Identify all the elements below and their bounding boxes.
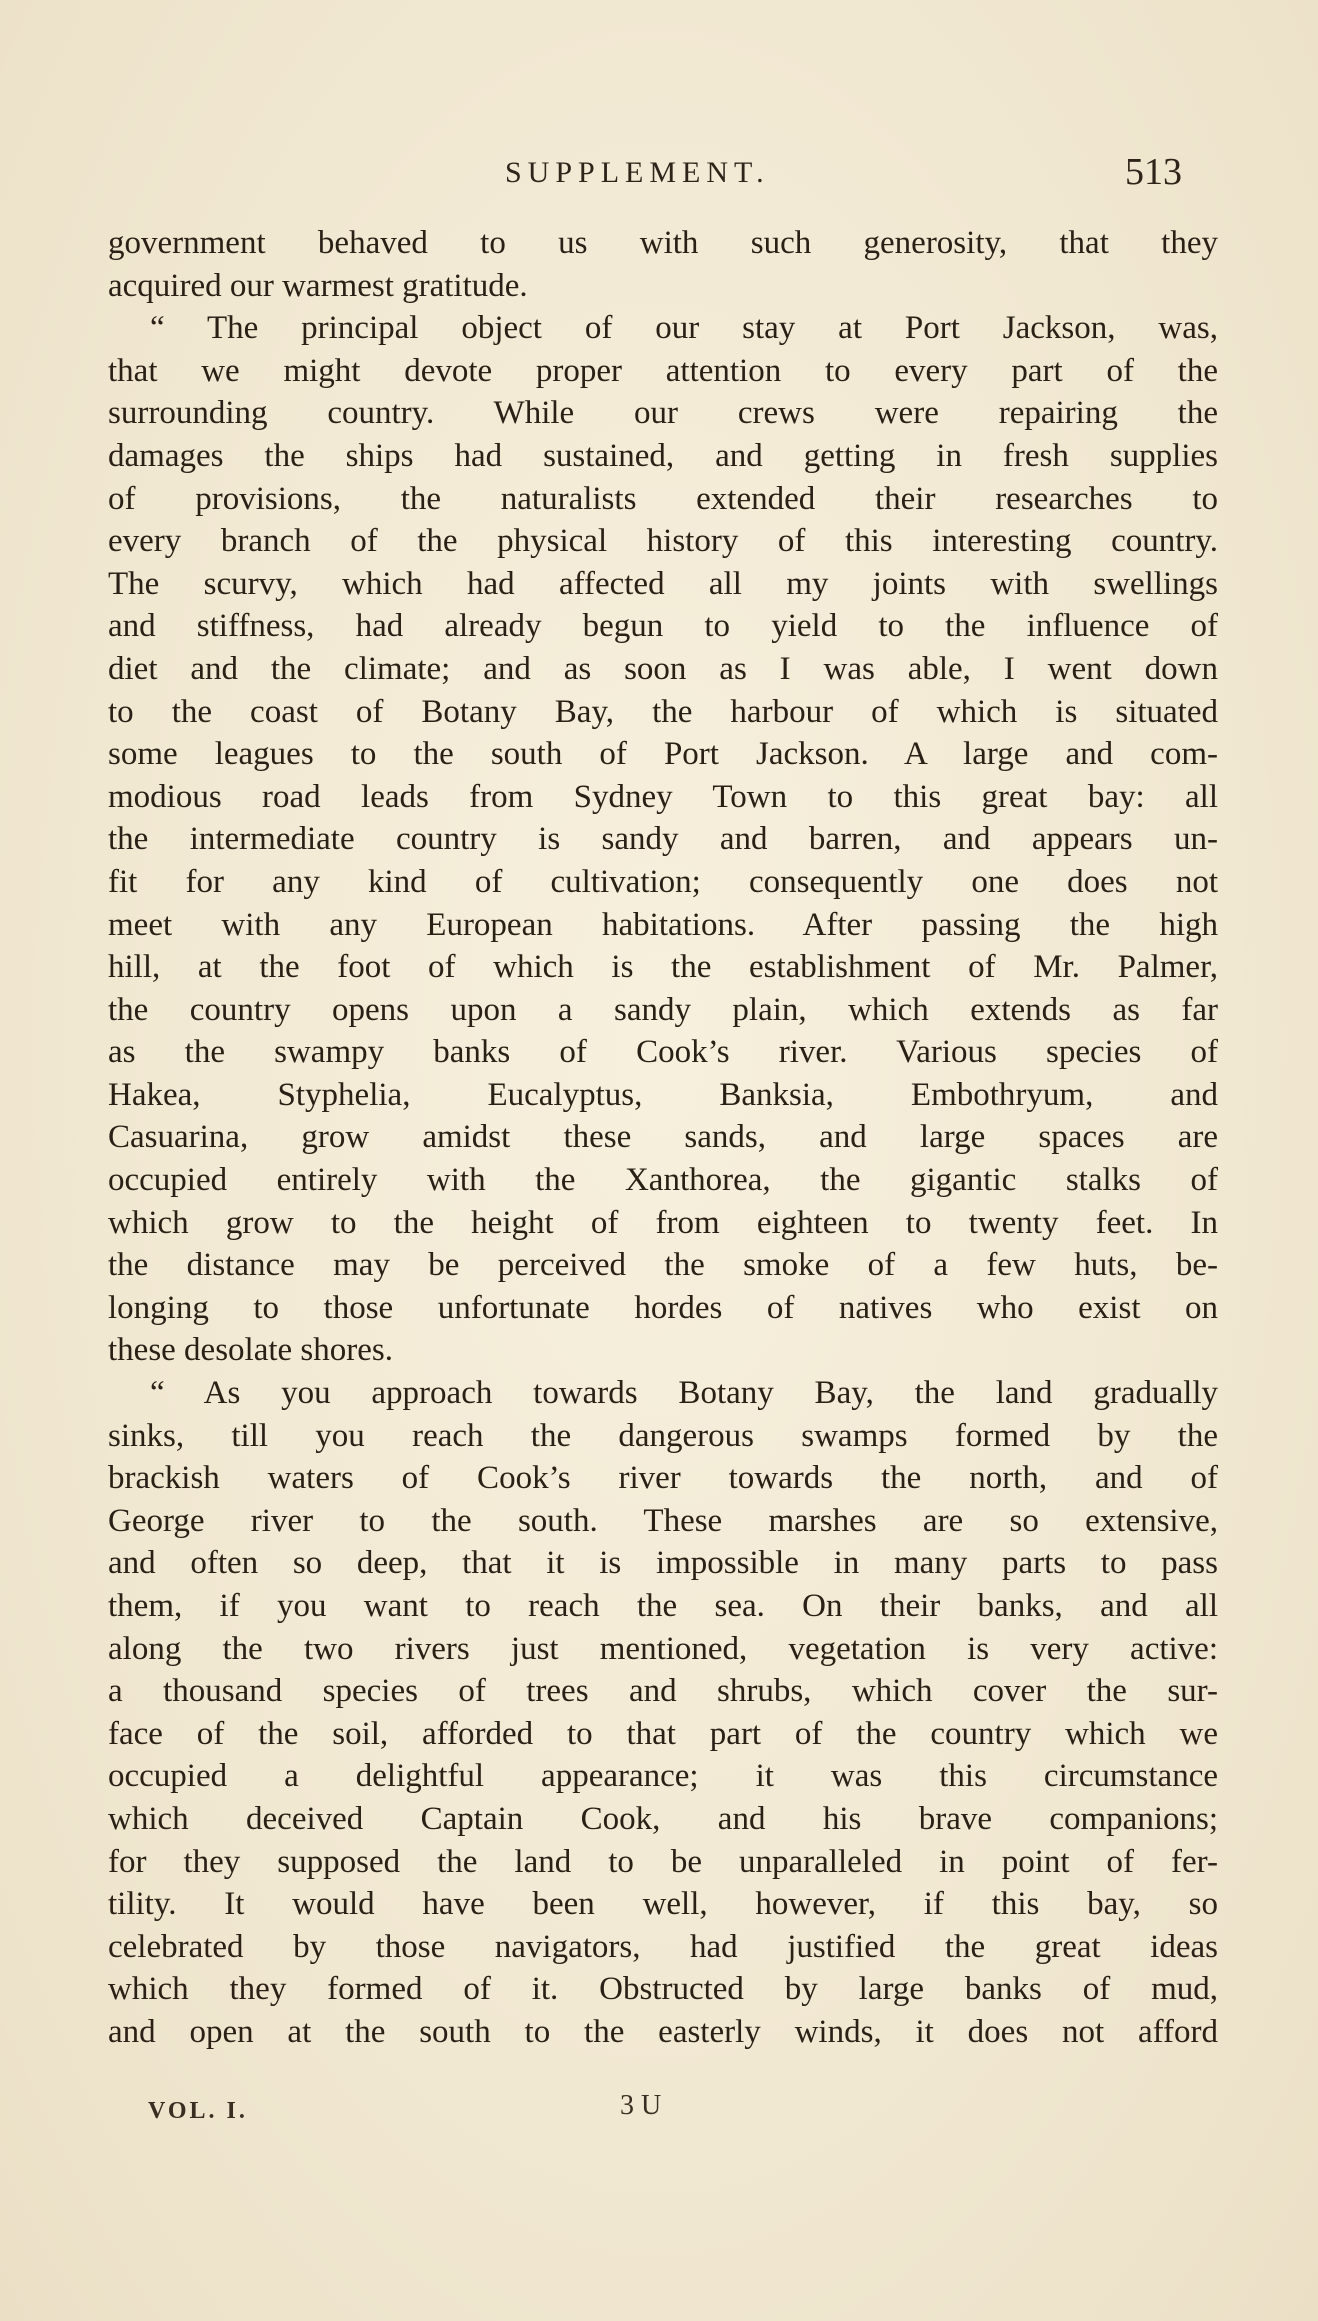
text-line: government behaved to us with such generosity, that they	[108, 225, 1218, 261]
text-line: fit for any kind of cultivation; consequently one does not	[108, 863, 1218, 900]
volume-signature-mark: VOL. I.	[148, 2098, 248, 2124]
text-line: “ As you approach towards Botany Bay, the land gradually	[150, 1375, 1218, 1412]
text-line: that we might devote proper attention to every part of the	[108, 352, 1218, 389]
text-line: them, if you want to reach the sea. On their banks, and all	[108, 1588, 1218, 1624]
page-number: 513	[1125, 151, 1182, 193]
text-line: along the two rivers just mentioned, vegetation is very active:	[108, 1630, 1218, 1667]
body-text	[108, 222, 1218, 2054]
text-line: Hakea, Styphelia, Eucalyptus, Banksia, Embothryum, and	[108, 1076, 1218, 1113]
text-line: The scurvy, which had affected all my joints with swellings	[108, 565, 1218, 602]
text-line: occupied entirely with the Xanthorea, the gigantic stalks of	[108, 1162, 1218, 1199]
text-line: and often so deep, that it is impossible in many parts to pass	[108, 1545, 1218, 1582]
text-line: longing to those unfortunate hordes of natives who exist on	[108, 1289, 1218, 1326]
text-line: a thousand species of trees and shrubs, which cover the sur-	[108, 1673, 1218, 1710]
text-line: surrounding country. While our crews were repairing the	[108, 395, 1218, 432]
text-line: which they formed of it. Obstructed by large banks of mud,	[108, 1971, 1218, 2008]
text-line: celebrated by those navigators, had justified the great ideas	[108, 1928, 1218, 1965]
running-title: SUPPLEMENT.	[505, 156, 770, 189]
text-line: the distance may be perceived the smoke of a few huts, be-	[108, 1247, 1218, 1284]
text-line: damages the ships had sustained, and getting in fresh supplies	[108, 437, 1218, 474]
text-line: of provisions, the naturalists extended their researches to	[108, 480, 1218, 517]
text-line: brackish waters of Cook’s river towards the north, and of	[108, 1460, 1218, 1497]
text-line: meet with any European habitations. After passing the high	[108, 906, 1218, 943]
text-line: which grow to the height of from eighteen to twenty feet. In	[108, 1204, 1218, 1241]
text-line: the intermediate country is sandy and barren, and appears un-	[108, 821, 1218, 858]
text-line: George river to the south. These marshes are so extensive,	[108, 1502, 1218, 1539]
text-line: face of the soil, afforded to that part of the country which we	[108, 1715, 1218, 1752]
text-line: and open at the south to the easterly winds, it does not afford	[108, 2013, 1218, 2050]
text-line: every branch of the physical history of this interesting country.	[108, 523, 1218, 560]
text-line: modious road leads from Sydney Town to this great bay: all	[108, 778, 1218, 815]
text-line: hill, at the foot of which is the establishment of Mr. Palmer,	[108, 949, 1218, 986]
text-line: acquired our warmest gratitude.	[108, 267, 528, 304]
page-header	[0, 150, 1318, 200]
text-line: as the swampy banks of Cook’s river. Various species of	[108, 1034, 1218, 1071]
text-line: occupied a delightful appearance; it was this circumstance	[108, 1758, 1218, 1795]
text-line: diet and the climate; and as soon as I was able, I went down	[108, 650, 1218, 687]
text-line: sinks, till you reach the dangerous swamps formed by the	[108, 1417, 1218, 1454]
gathering-signature: 3 U	[620, 2090, 662, 2121]
text-line: for they supposed the land to be unparalleled in point of fer-	[108, 1843, 1218, 1880]
text-line: some leagues to the south of Port Jackson. A large and com-	[108, 736, 1218, 773]
text-line: “ The principal object of our stay at Port Jackson, was,	[150, 310, 1218, 347]
text-line: and stiffness, had already begun to yield to the influence of	[108, 608, 1218, 645]
text-line: which deceived Captain Cook, and his brave companions;	[108, 1800, 1218, 1837]
text-line: tility. It would have been well, however, if this bay, so	[108, 1886, 1218, 1923]
text-line: to the coast of Botany Bay, the harbour of which is situated	[108, 693, 1218, 730]
text-line: the country opens upon a sandy plain, which extends as far	[108, 991, 1218, 1028]
text-line: Casuarina, grow amidst these sands, and large spaces are	[108, 1119, 1218, 1156]
text-line: these desolate shores.	[108, 1332, 393, 1369]
